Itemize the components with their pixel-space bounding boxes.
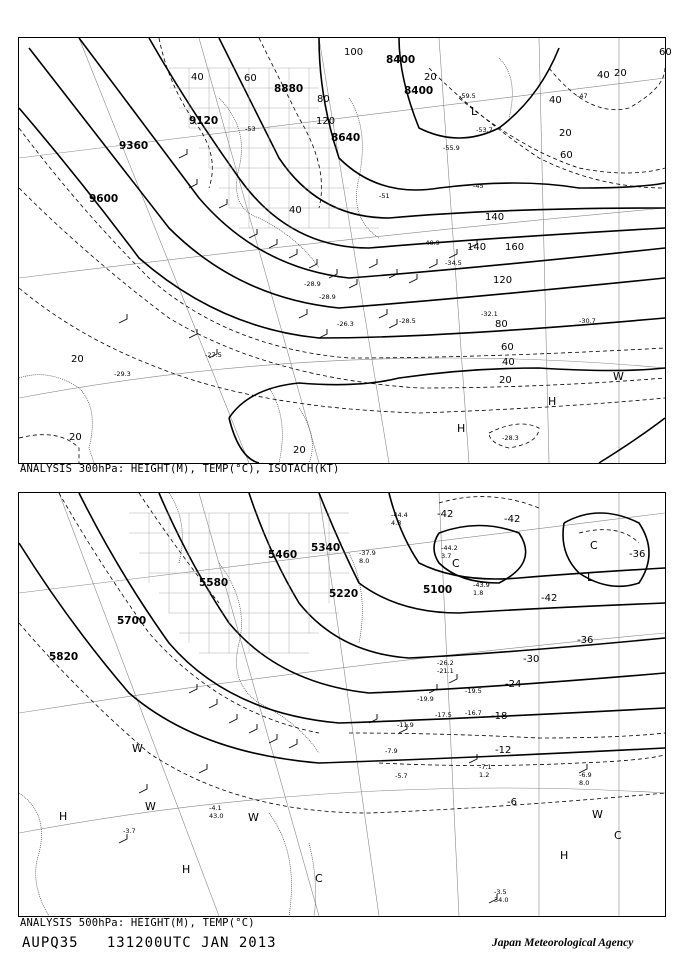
coastline	[19, 493, 362, 916]
isotach-label: 60	[501, 342, 514, 353]
temp-label: -29.3	[114, 370, 131, 378]
warm-center-symbol: W	[592, 808, 603, 821]
map-300hpa-canvas	[19, 38, 672, 463]
isotach-label: 20	[424, 72, 437, 83]
height-label: 8400	[404, 85, 434, 97]
cold-center-symbol: C	[452, 557, 460, 570]
temp-label: -51	[379, 192, 390, 200]
temp-label: -53	[245, 125, 256, 133]
isotach-label: 20	[499, 375, 512, 386]
isotach-label: 60	[244, 73, 257, 84]
coastline	[19, 58, 512, 463]
obs-value: -4.1	[209, 804, 222, 812]
obs-value: 43.0	[209, 812, 224, 820]
obs-value: -19.5	[465, 687, 482, 695]
temp-label: -42	[541, 593, 558, 604]
temp-label: -28.9	[319, 293, 336, 301]
height-label: 5820	[49, 651, 79, 663]
low-center-symbol: L	[587, 571, 594, 584]
isotach-label: 100	[344, 47, 364, 58]
obs-value: -6.9	[579, 771, 592, 779]
agency-name: Japan Meteorological Agency	[492, 937, 634, 949]
isotach-label: 20	[293, 445, 306, 456]
isotach-label: 20	[559, 128, 572, 139]
isotach-label: 60	[560, 150, 573, 161]
height-label: 5580	[199, 577, 229, 589]
isotach-label: 40	[549, 95, 562, 106]
obs-value: -19.9	[417, 695, 434, 703]
obs-value: 8.0	[579, 779, 590, 787]
obs-value: -5.7	[395, 772, 408, 780]
warm-center-symbol: W	[613, 370, 624, 383]
isotach-label: 140	[485, 212, 505, 223]
low-center-symbol: L	[471, 105, 478, 118]
height-label: 9360	[119, 140, 149, 152]
obs-value: -44.4	[391, 511, 408, 519]
isotach-label: 40	[289, 205, 302, 216]
obs-value: 4.3	[391, 519, 402, 527]
cold-center-symbol: C	[614, 829, 622, 842]
isotach-lines	[19, 38, 665, 463]
warm-center-symbol: W	[145, 800, 156, 813]
temp-label: -24	[505, 679, 522, 690]
isotach-label: 40	[191, 72, 204, 83]
obs-value: -26.2	[437, 659, 454, 667]
isotach-label: 120	[493, 275, 513, 286]
height-label: 5220	[329, 588, 359, 600]
obs-value: 34.0	[494, 896, 509, 904]
obs-value: -7.1	[479, 763, 492, 771]
map-500hpa	[18, 492, 666, 917]
obs-value: 1.8	[473, 589, 484, 597]
height-label: 9120	[189, 115, 219, 127]
height-label: 5340	[311, 542, 341, 554]
high-center-symbol: H	[59, 810, 68, 823]
obs-value: -17.5	[435, 711, 452, 719]
temp-label: -59.5	[459, 92, 476, 100]
obs-value: -11.9	[397, 721, 414, 729]
temp-label: -42	[504, 514, 521, 525]
cold-center-symbol: C	[590, 539, 598, 552]
obs-value: 8.0	[359, 557, 370, 565]
map-300hpa	[18, 37, 672, 464]
isotach-label: 20	[614, 68, 627, 79]
isotach-label: 20	[71, 354, 84, 365]
temp-label: -27.5	[205, 351, 222, 359]
isotach-label: 40	[597, 70, 610, 81]
chart-datetime: 131200UTC JAN 2013	[106, 935, 277, 951]
graticule	[19, 38, 665, 463]
temp-label: -28.9	[304, 280, 321, 288]
height-label: 5460	[268, 549, 298, 561]
isotach-label: 60	[659, 47, 672, 58]
temp-label: -26.3	[337, 320, 354, 328]
isotach-label: 140	[467, 242, 487, 253]
temp-label: -34.5	[445, 259, 462, 267]
map-300hpa-caption: ANALYSIS 300hPa: HEIGHT(M), TEMP(°C), ISOTACH(KT)	[20, 463, 340, 475]
isotach-label: 40	[502, 357, 515, 368]
temp-label: -47	[577, 92, 588, 100]
warm-center-symbol: W	[248, 811, 259, 824]
obs-value: 3.7	[441, 552, 452, 560]
cold-center-symbol: C	[315, 872, 323, 885]
isotach-label: 80	[495, 319, 508, 330]
temp-label: -36	[629, 549, 646, 560]
warm-center-symbol: W	[132, 742, 143, 755]
map-500hpa-caption: ANALYSIS 500hPa: HEIGHT(M), TEMP(°C)	[20, 917, 255, 929]
obs-value: 1.2	[479, 771, 490, 779]
isotach-label: 20	[69, 432, 82, 443]
temp-label: -12	[495, 745, 512, 756]
temp-label: -40.9	[423, 239, 440, 247]
temp-label: -28.3	[502, 434, 519, 442]
obs-value: -43.9	[473, 581, 490, 589]
height-label: 8400	[386, 54, 416, 66]
height-label: 8640	[331, 132, 361, 144]
chart-identifier	[22, 935, 277, 951]
temp-label: -42	[437, 509, 454, 520]
height-contours	[19, 38, 665, 463]
obs-value: -3.5	[494, 888, 507, 896]
height-label: 9600	[89, 193, 119, 205]
temp-label: -30.7	[579, 317, 596, 325]
isotach-label: 160	[505, 242, 525, 253]
isotherm-lines	[19, 493, 665, 813]
high-center-symbol: H	[548, 395, 557, 408]
map-500hpa-canvas	[19, 493, 665, 916]
obs-value: -3.7	[123, 827, 136, 835]
temp-label: -6	[507, 797, 517, 808]
isotach-label: 120	[316, 116, 336, 127]
height-contours	[19, 493, 665, 763]
temp-label: -30	[523, 654, 540, 665]
obs-value: -16.7	[465, 709, 482, 717]
obs-value: -7.9	[385, 747, 398, 755]
temp-label: -45	[473, 182, 484, 190]
temp-label: -53.7	[476, 126, 493, 134]
temp-label: -55.9	[443, 144, 460, 152]
temp-label: -18	[491, 711, 508, 722]
height-label: 5100	[423, 584, 453, 596]
high-center-symbol: H	[182, 863, 191, 876]
height-label: 5700	[117, 615, 147, 627]
high-center-symbol: H	[560, 849, 569, 862]
temp-label: -28.5	[399, 317, 416, 325]
obs-value: -44.2	[441, 544, 458, 552]
isotach-label: 80	[317, 94, 330, 105]
temp-label: -32.1	[481, 310, 498, 318]
high-center-symbol: H	[457, 422, 466, 435]
obs-value: -37.9	[359, 549, 376, 557]
height-label: 8880	[274, 83, 304, 95]
obs-value: -21.1	[437, 667, 454, 675]
temp-label: -36	[577, 635, 594, 646]
chart-code: AUPQ35	[22, 935, 79, 951]
